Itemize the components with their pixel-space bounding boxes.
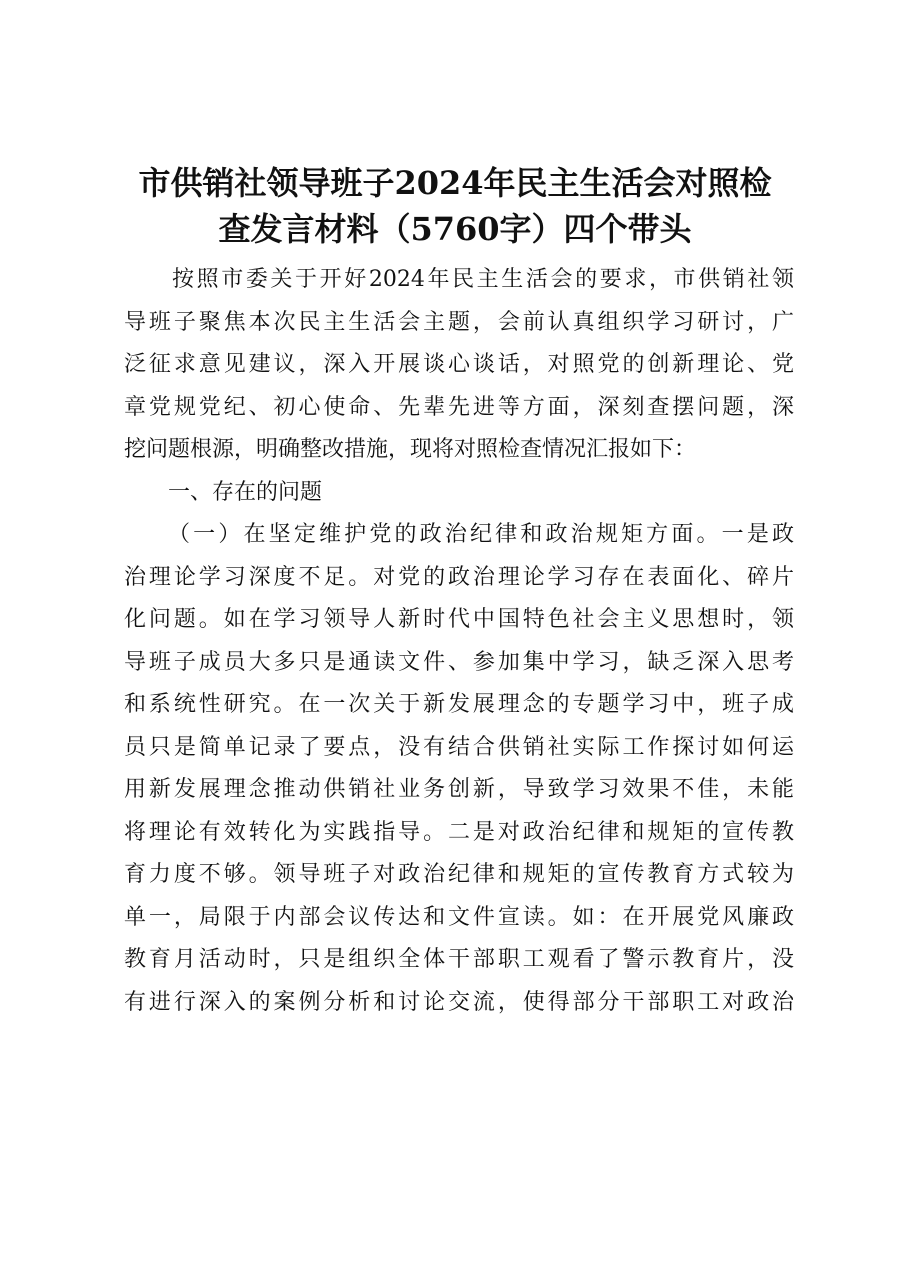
title-line-1: 市供销社领导班子2024年民主生活会对照检 [138,164,772,202]
section1-line-8: 将理论有效转化为实践指导。二是对政治纪律和规矩的宣传教 [124,819,794,845]
section1-line-9: 育力度不够。领导班子对政治纪律和规矩的宣传教育方式较为 [124,862,794,887]
section1-line-11: 教育月活动时，只是组织全体干部职工观看了警示教育片，没 [124,947,794,972]
section1-line-6: 员只是简单记录了要点，没有结合供销社实际工作探讨如何运 [124,734,794,760]
document-body [124,259,794,1024]
document-title [100,160,810,252]
section1-line-7: 用新发展理念推动供销社业务创新，导致学习效果不佳，未能 [124,777,794,802]
section1-line-1: （一）在坚定维护党的政治纪律和政治规矩方面。一是政 [168,522,794,547]
section1-line-4: 导班子成员大多只是通读文件、参加集中学习，缺乏深入思考 [124,649,794,675]
intro-line-1: 按照市委关于开好2024年民主生活会的要求，市供销社领 [172,267,794,292]
section1-line-3: 化问题。如在学习领导人新时代中国特色社会主义思想时，领 [124,607,794,632]
intro-line-5: 挖问题根源，明确整改措施，现将对照检查情况汇报如下： [124,437,697,462]
section1-line-5: 和系统性研究。在一次关于新发展理念的专题学习中，班子成 [124,692,794,717]
section1-line-10: 单一，局限于内部会议传达和文件宣读。如：在开展党风廉政 [124,904,794,930]
intro-line-3: 泛征求意见建议，深入开展谈心谈话，对照党的创新理论、党 [124,352,794,377]
section-heading: 一、存在的问题 [168,479,323,505]
title-line-2: 查发言材料（5760字）四个带头 [218,210,692,248]
intro-line-4: 章党规党纪、初心使命、先辈先进等方面，深刻查摆问题，深 [124,394,794,420]
intro-line-2: 导班子聚焦本次民主生活会主题，会前认真组织学习研讨，广 [124,309,794,335]
section1-line-2: 治理论学习深度不足。对党的政治理论学习存在表面化、碎片 [124,564,794,590]
section1-line-12: 有进行深入的案例分析和讨论交流，使得部分干部职工对政治 [124,989,794,1015]
